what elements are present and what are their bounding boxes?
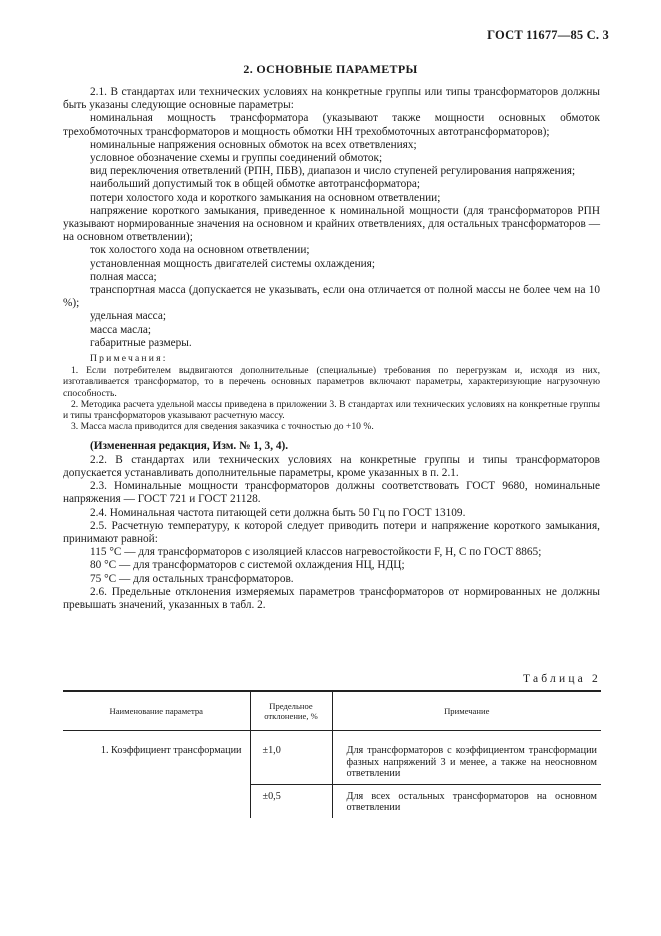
list-item: наибольший допустимый ток в общей обмотке автотрансформатора; bbox=[90, 178, 421, 191]
section-title: 2. ОСНОВНЫЕ ПАРАМЕТРЫ bbox=[243, 62, 418, 76]
table-cell bbox=[63, 784, 250, 818]
table-cell: 1. Коэффициент трансформации bbox=[100, 745, 242, 756]
notes-block bbox=[63, 353, 600, 432]
paragraph-2-4: 2.4. Номинальная частота питающей сети должна быть 50 Гц по ГОСТ 13109. bbox=[90, 506, 466, 519]
column-header: Предельное отклонение, % bbox=[250, 691, 332, 731]
parameters-table bbox=[63, 690, 601, 818]
paragraph-2-2: 2.2. В стандартах или технических условиях на конкретные группы и типы трансформаторов допускается устанавливать дополнительные параметры, кроме указанных в п. 2.1. bbox=[63, 453, 600, 479]
list-item: габаритные размеры. bbox=[90, 336, 192, 349]
list-item: масса масла; bbox=[90, 323, 151, 336]
note-item: 2. Методика расчета удельной массы приведена в приложении 3. В стандартах или технических условиях на конкретные группы и типы трансформаторов указывают расчетную массу. bbox=[63, 398, 600, 422]
list-item: транспортная масса (допускается не указывать, если она отличается от полной массы не более чем на 10 %); bbox=[63, 284, 600, 310]
table-header-row bbox=[63, 691, 601, 731]
list-item: условное обозначение схемы и группы соединений обмоток; bbox=[90, 152, 383, 165]
column-header: Примечание bbox=[332, 691, 601, 731]
amendment-note: (Измененная редакция, Изм. № 1, 3, 4). bbox=[90, 440, 289, 453]
table-cell: Для трансформаторов с коэффициентом трансформации фазных напряжений 3 и менее, а также на неосновном ответвлении bbox=[332, 731, 601, 785]
list-item: ток холостого хода на основном ответвлении; bbox=[90, 244, 310, 257]
note-item: 1. Если потребителем выдвигаются дополнительные (специальные) требования по перегрузкам и, исходя из них, изготавливается трансформатор, то в перечень основных параметров включают параметры, характеризующие нагрузочную способность. bbox=[63, 365, 600, 399]
paragraph-2-1: 2.1. В стандартах или технических условиях на конкретные группы или типы трансформаторов должны быть указаны следующие основные параметры: bbox=[63, 86, 600, 112]
list-item: напряжение короткого замыкания, приведенное к номинальной мощности (для трансформаторов РПН указывают нормированные значения на основном и крайних ответвлениях, для остальных трансформаторов — на основном ответвлении); bbox=[63, 204, 600, 244]
column-header: Наименование параметра bbox=[63, 691, 250, 731]
paragraph-2-5: 2.5. Расчетную температуру, к которой следует приводить потери и напряжение короткого замыкания, принимают равной: bbox=[63, 519, 600, 545]
table-cell: ±1,0 bbox=[250, 731, 332, 785]
table-row bbox=[63, 784, 601, 818]
list-item: 80 °С — для трансформаторов с системой охлаждения НЦ, НДЦ; bbox=[90, 559, 405, 572]
notes-title: Примечания: bbox=[90, 353, 168, 365]
list-item: вид переключения ответвлений (РПН, ПБВ), диапазон и число ступеней регулирования напряжения; bbox=[90, 165, 576, 178]
list-item: 115 °С — для трансформаторов с изоляцией классов нагревостойкости F, H, C по ГОСТ 8865; bbox=[90, 546, 542, 559]
table-label: Таблица 2 bbox=[523, 673, 601, 685]
list-item: удельная масса; bbox=[90, 310, 166, 323]
list-item: номинальные напряжения основных обмоток на всех ответвлениях; bbox=[90, 138, 417, 151]
list-item: потери холостого хода и короткого замыкания на основном ответвлении; bbox=[90, 191, 441, 204]
table-row bbox=[63, 731, 601, 785]
list-item: номинальная мощность трансформатора (указывают также мощности основных обмоток трехобмоточных трансформаторов и мощность обмотки НН трехобмоточных автотрансформаторов); bbox=[63, 112, 600, 138]
list-item: полная масса; bbox=[90, 270, 157, 283]
body-text bbox=[63, 86, 600, 612]
table-cell: Для всех остальных трансформаторов на основном ответвлении bbox=[332, 784, 601, 818]
page-header: ГОСТ 11677—85 С. 3 bbox=[487, 28, 609, 42]
paragraph-2-6: 2.6. Предельные отклонения измеряемых параметров трансформаторов от нормированных не должны превышать значений, указанных в табл. 2. bbox=[63, 585, 600, 611]
note-item: 3. Масса масла приводится для сведения заказчика с точностью до +10 %. bbox=[71, 421, 374, 433]
paragraph-2-3: 2.3. Номинальные мощности трансформаторов должны соответствовать ГОСТ 9680, номинальные напряжения — ГОСТ 721 и ГОСТ 21128. bbox=[63, 480, 600, 506]
list-item: 75 °С — для остальных трансформаторов. bbox=[90, 572, 294, 585]
table-cell: ±0,5 bbox=[250, 784, 332, 818]
list-item: установленная мощность двигателей системы охлаждения; bbox=[90, 257, 376, 270]
